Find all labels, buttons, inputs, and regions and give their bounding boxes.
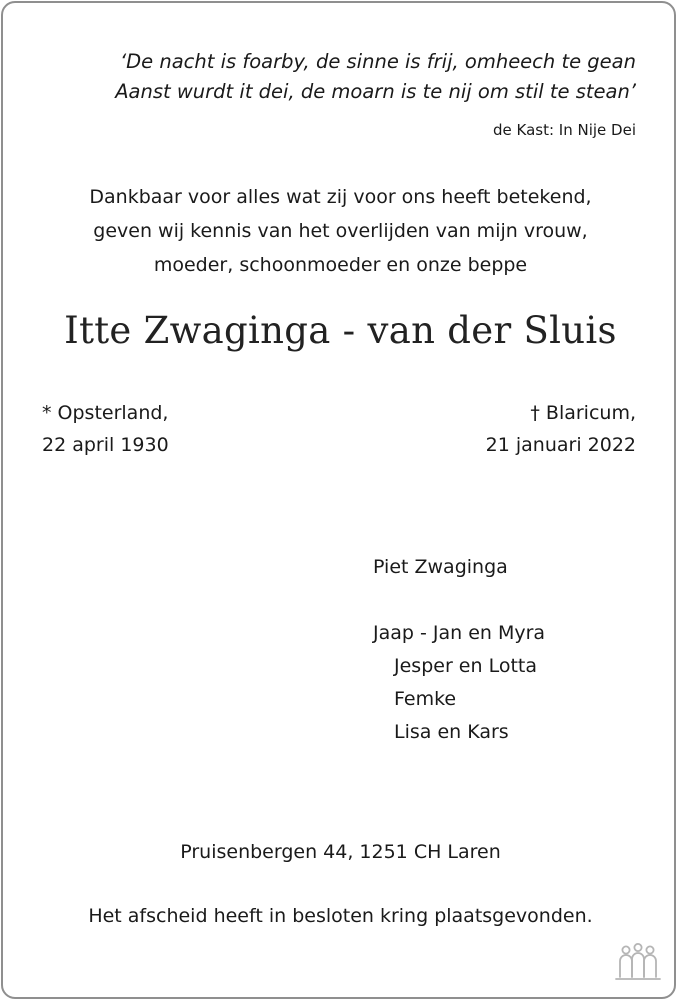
intro-line: moeder, schoonmoeder en onze beppe [153,254,528,276]
closing-note: Het afscheid heeft in besloten kring plaatsgevonden. [88,905,593,927]
intro-line: geven wij kennis van het overlijden van mijn vrouw, [93,220,588,242]
death-info [486,397,636,461]
grandchild-entry: Femke [394,688,457,710]
death-date: 21 januari 2022 [485,434,636,456]
deceased-name: Itte Zwaginga - van der Sluis [64,309,617,352]
death-place: † Blaricum, [530,402,636,424]
children-names: Jaap - Jan en Myra [373,622,546,644]
poem-quote [36,47,636,107]
intro-text [3,180,677,282]
obituary-card [1,1,676,999]
birth-date: 22 april 1930 [42,434,169,456]
grandchild-entry: Jesper en Lotta [394,655,537,677]
quote-source: de Kast: In Nije Dei [493,121,636,139]
birth-place: * Opsterland, [42,402,169,424]
birth-info [42,397,169,461]
grandchild-entry: Lisa en Kars [394,721,509,743]
people-group-icon [612,941,664,983]
quote-line: Aanst wurdt it dei, de moarn is te nij om stil te stean’ [115,80,636,103]
family-list [373,551,545,749]
spouse-name: Piet Zwaginga [373,556,508,578]
quote-line: ‘De nacht is foarby, de sinne is frij, omheech te gean [119,50,636,73]
intro-line: Dankbaar voor alles wat zij voor ons heeft betekend, [89,186,592,208]
address: Pruisenbergen 44, 1251 CH Laren [180,841,501,863]
